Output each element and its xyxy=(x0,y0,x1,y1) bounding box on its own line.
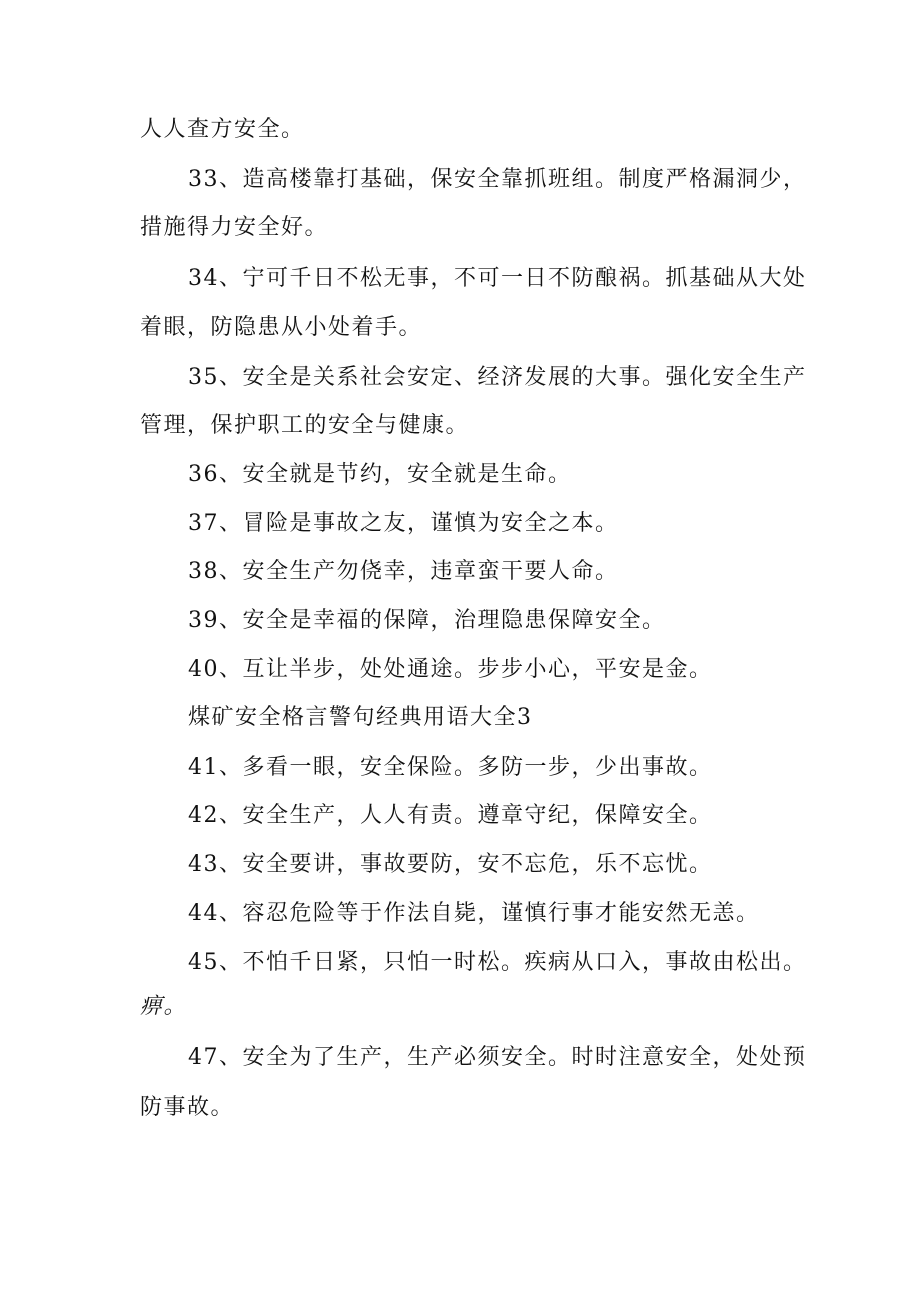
text-line: 43、安全要讲，事故要防，安不忘危，乐不忘忧。 xyxy=(188,852,713,877)
text-line: 41、多看一眼，安全保险。多防一步，少出事故。 xyxy=(188,755,713,780)
text-line: 42、安全生产，人人有责。遵章守纪，保障安全。 xyxy=(188,803,713,828)
text-line: 40、互让半步，处处通途。步步小心，平安是金。 xyxy=(188,657,713,682)
text-line: 34、宁可千日不松无事，不可一日不防酿祸。抓基础从大处 xyxy=(188,266,807,291)
text-line: 管理，保护职工的安全与健康。 xyxy=(140,413,470,438)
text-line: 35、安全是关系社会安定、经济发展的大事。强化安全生产 xyxy=(188,365,807,390)
text-line: 着眼，防隐患从小处着手。 xyxy=(140,315,423,340)
text-line: 44、容忍危险等于作法自毙，谨慎行事才能安然无恙。 xyxy=(188,901,760,926)
text-line: 45、不怕千日紧，只怕一时松。疾病从口入，事故由松出。 xyxy=(188,950,807,975)
text-line: 人人查方安全。 xyxy=(140,117,305,142)
text-line: 措施得力安全好。 xyxy=(140,215,329,240)
text-line: 防事故。 xyxy=(140,1095,235,1120)
text-line: 33、造高楼靠打基础，保安全靠抓班组。制度严格漏洞少， xyxy=(188,167,807,192)
text-line: 痹。 xyxy=(140,994,188,1019)
section-heading: 煤矿安全格言警句经典用语大全3 xyxy=(188,705,533,730)
text-line: 39、安全是幸福的保障，治理隐患保障安全。 xyxy=(188,608,666,633)
text-line: 36、安全就是节约，安全就是生命。 xyxy=(188,462,572,487)
text-line: 47、安全为了生产，生产必须安全。时时注意安全，处处预 xyxy=(188,1045,807,1070)
text-line: 37、冒险是事故之友，谨慎为安全之本。 xyxy=(188,511,619,536)
text-line: 38、安全生产勿侥幸，违章蛮干要人命。 xyxy=(188,559,619,584)
